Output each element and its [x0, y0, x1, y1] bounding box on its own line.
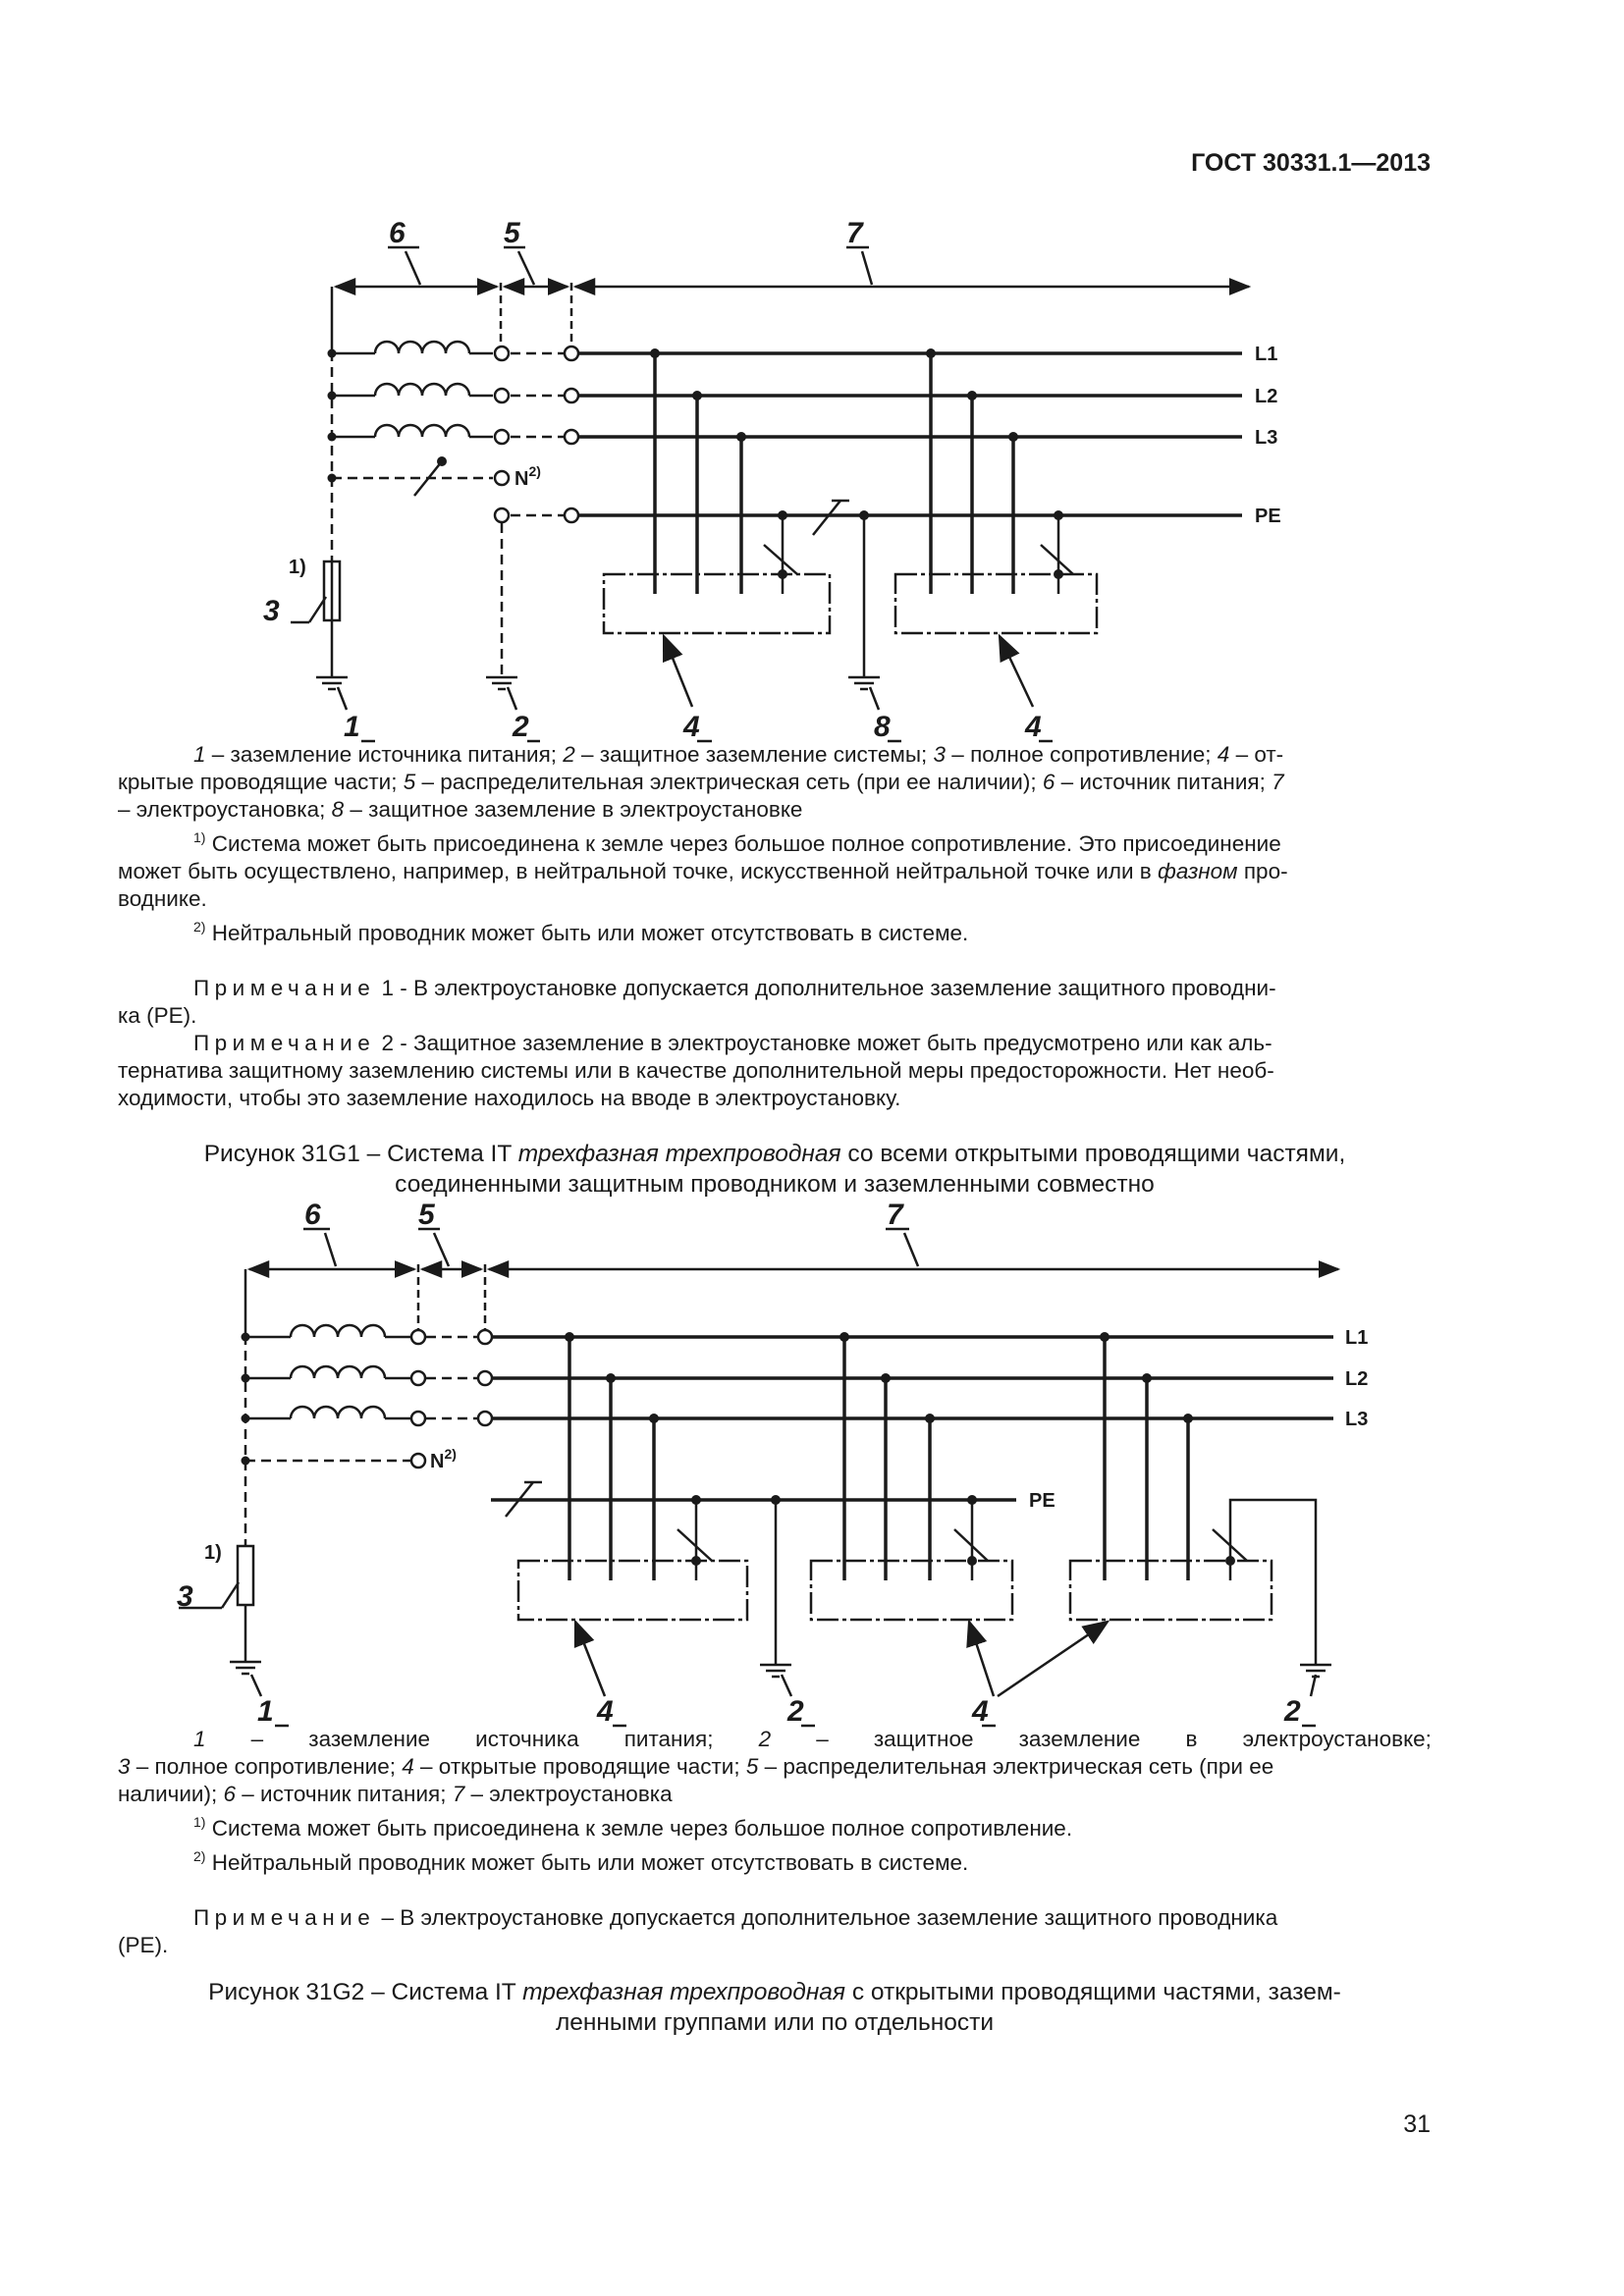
- legend-line-1: 1 – заземление источника питания; 2 – защитное заземление в электроустановке;: [193, 1727, 1432, 1751]
- label-source: 6: [304, 1199, 321, 1231]
- figure-31g1-legend: [118, 741, 1432, 1112]
- footnote-1: $^{1)}$ Система может быть присоединена к земле через большое полное сопротивление.: [193, 1814, 1073, 1841]
- legend-line-3: – электроустановка; 8 – защитное заземление в электроустановке: [118, 797, 803, 822]
- line-pe-label: PE: [1029, 1490, 1056, 1512]
- label-earth-installation: 8: [874, 711, 891, 743]
- footnote-2: $^{2)}$ Нейтральный проводник может быть или может отсутствовать в системе.: [193, 1848, 969, 1875]
- label-earth-installation-b: 2: [1284, 1695, 1301, 1728]
- legend-line-2: крытые проводящие части; 5 – распределительная электрическая сеть (при ее наличии); 6 – источник питания; 7: [118, 770, 1284, 794]
- footnote-1-cont: может быть осуществлено, например, в нейтральной точке, искусственной нейтральной точке или в фазном про-: [118, 859, 1288, 883]
- line-l1-label: L1: [1345, 1327, 1369, 1349]
- note-1: Примечание 1 - В электроустановке допускается дополнительное заземление защитного проводни-: [193, 976, 1276, 1000]
- legend-line-2: 3 – полное сопротивление; 4 – открытые проводящие части; 5 – распределительная электрическая сеть (при ее: [118, 1754, 1274, 1779]
- note-2-end: ходимости, чтобы это заземление находилось на вводе в электроустановку.: [118, 1086, 901, 1110]
- label-exposed-parts: 4: [683, 711, 700, 743]
- footnote-2: $^{2)}$ Нейтральный проводник может быть или может отсутствовать в системе.: [193, 919, 969, 945]
- document-number: ГОСТ 30331.1—2013: [1191, 149, 1431, 177]
- neutral-label: $N^{2)}$: [430, 1446, 457, 1472]
- legend-line-1: 1 – заземление источника питания; 2 – защитное заземление системы; 3 – полное сопротивление; 4 – от-: [193, 742, 1284, 767]
- label-installation: 7: [846, 217, 863, 249]
- figure-31g1-caption: Рисунок 31G1 – Система IT трехфазная трехпроводная со всеми открытыми проводящими частями, соединенными защитным проводником и заземленными совместно: [203, 1141, 1346, 1198]
- neutral-label: $N^{2)}$: [514, 463, 541, 490]
- note-cont: (PE).: [118, 1933, 169, 1957]
- footnote-1-end: воднике.: [118, 886, 207, 911]
- label-exposed-parts-group: 4: [972, 1695, 989, 1728]
- label-installation: 7: [887, 1199, 903, 1231]
- label-network: 5: [418, 1199, 435, 1231]
- label-earth-installation-a: 2: [787, 1695, 804, 1728]
- note-1-cont: ка (PE).: [118, 1003, 197, 1028]
- label-impedance: 3: [177, 1580, 193, 1613]
- label-network: 5: [504, 217, 520, 249]
- legend-line-3: наличии); 6 – источник питания; 7 – электроустановка: [118, 1782, 673, 1806]
- figure-31g2-caption: Рисунок 31G2 – Система IT трехфазная трехпроводная с открытыми проводящими частями, зазем- ленными группами или по отдельности: [208, 1979, 1341, 2036]
- label-source: 6: [389, 217, 406, 249]
- line-l3-label: L3: [1345, 1409, 1369, 1430]
- figure-31g2-legend: [118, 1726, 1432, 1959]
- label-earth-source: 1: [344, 711, 360, 743]
- page-number: 31: [1403, 2110, 1431, 2138]
- figure-31g2-diagram: [0, 1178, 1624, 1747]
- label-exposed-parts-b: 4: [1025, 711, 1042, 743]
- line-l3-label: L3: [1255, 427, 1278, 449]
- label-exposed-parts: 4: [597, 1695, 614, 1728]
- note: Примечание – В электроустановке допускается дополнительное заземление защитного проводника: [193, 1905, 1278, 1930]
- note-2-cont: тернатива защитному заземлению системы или в качестве дополнительной меры предосторожности. Нет необ-: [118, 1058, 1274, 1083]
- note-2: Примечание 2 - Защитное заземление в электроустановке может быть предусмотрено или как аль-: [193, 1031, 1272, 1055]
- line-l2-label: L2: [1255, 386, 1278, 407]
- line-pe-label: PE: [1255, 506, 1281, 527]
- footnote-ref-1: 1): [289, 557, 306, 578]
- line-l2-label: L2: [1345, 1368, 1369, 1390]
- footnote-ref-1: 1): [204, 1542, 222, 1564]
- label-earth-source: 1: [257, 1695, 274, 1728]
- label-earth-system: 2: [513, 711, 529, 743]
- footnote-1: $^{1)}$ Система может быть присоединена к земле через большое полное сопротивление. Это присоединение: [193, 829, 1281, 856]
- line-l1-label: L1: [1255, 344, 1278, 365]
- figure-31g1-diagram: [0, 196, 1624, 746]
- label-impedance: 3: [263, 595, 280, 627]
